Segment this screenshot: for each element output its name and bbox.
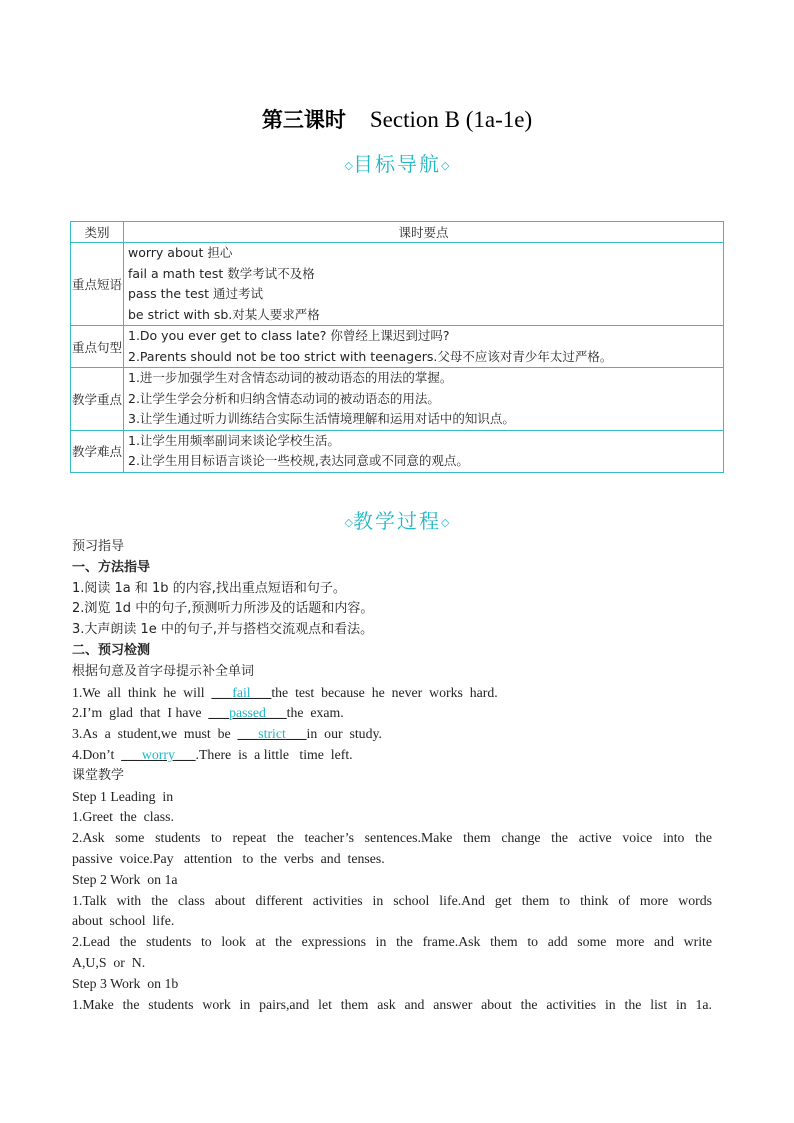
- step-line: about school life.: [72, 913, 175, 929]
- fill-text: the test because he never works hard.: [271, 684, 498, 700]
- check-heading: 二、预习检测: [72, 642, 151, 658]
- step-line: A,U,S or N.: [72, 954, 146, 970]
- step-line: passive voice.Pay attention to the verbs and tenses.: [72, 850, 385, 866]
- row-content: [124, 368, 724, 431]
- fill-text: 3.As a student,we must be: [72, 726, 238, 742]
- blank-pad: ___: [208, 705, 230, 721]
- check-instruction: 根据句意及首字母提示补全单词: [72, 663, 255, 679]
- row-line: fail a math test 数学考试不及格: [128, 265, 315, 281]
- step-line: Step 1 Leading in: [72, 788, 174, 804]
- method-item: 1.阅读 1a 和 1b 的内容,找出重点短语和句子。: [72, 580, 346, 596]
- fill-answer: strict: [258, 726, 286, 742]
- fill-text: 2.I’m glad that I have: [72, 705, 209, 721]
- row-category: 重点短语: [71, 243, 124, 326]
- fill-answer: worry: [141, 746, 175, 762]
- lesson-number: 第三课时: [261, 108, 346, 132]
- section-heading-goals: [0, 148, 794, 177]
- fill-answer: fail: [232, 684, 251, 700]
- row-line: 2.让学生学会分析和归纳含情态动词的被动语态的用法。: [128, 390, 440, 406]
- step-line: Step 3 Work on 1b: [72, 975, 179, 991]
- fill-text: .There is a little time left.: [195, 746, 353, 762]
- fill-text: in our study.: [306, 726, 382, 742]
- table-row: [71, 368, 724, 431]
- preview-heading: 预习指导: [72, 539, 125, 554]
- section-heading-process-text: 教学过程: [353, 509, 441, 533]
- row-line: 1.进一步加强学生对含情态动词的被动语态的用法的掌握。: [128, 370, 453, 385]
- step-line: 1.Greet the class.: [72, 809, 174, 825]
- classroom-heading: 课堂教学: [72, 767, 125, 783]
- diamond-icon: ◇: [344, 516, 353, 529]
- section-label: Section B (1a-1e): [369, 107, 533, 132]
- fill-answer: passed: [229, 705, 266, 721]
- diamond-icon: ◇: [344, 159, 353, 172]
- row-content: [124, 243, 724, 326]
- blank-pad: ___: [285, 726, 307, 742]
- blank-pad: ___: [121, 746, 142, 762]
- method-item: 2.浏览 1d 中的句子,预测听力所涉及的话题和内容。: [72, 601, 374, 617]
- method-heading: 一、方法指导: [72, 559, 151, 575]
- step-line: 2.Ask some students to repeat the teacher’s sentences.Make them change the active voice into the: [72, 830, 712, 846]
- table-row: [71, 430, 724, 472]
- blank-pad: ___: [250, 684, 272, 700]
- table-row: [71, 326, 724, 368]
- lesson-points-table: [70, 221, 724, 473]
- row-content: [124, 430, 724, 472]
- blank-pad: ___: [265, 705, 287, 721]
- row-line: 1.Do you ever get to class late? 你曾经上课迟到过吗?: [128, 328, 450, 343]
- row-line: worry about 担心: [128, 245, 233, 260]
- section-heading-process: [0, 505, 794, 534]
- row-line: 3.让学生通过听力训练结合实际生活情境理解和运用对话中的知识点。: [128, 411, 515, 426]
- row-line: 2.让学生用目标语言谈论一些校规,表达同意或不同意的观点。: [128, 453, 469, 468]
- step-line: 1.Talk with the class about different activities in school life.And get them to think of more words: [72, 892, 712, 908]
- page-title: [0, 104, 794, 134]
- step-line: 2.Lead the students to look at the expressions in the frame.Ask them to add some more and write: [72, 934, 712, 950]
- diamond-icon: ◇: [441, 159, 450, 172]
- step-line: 1.Make the students work in pairs,and let them ask and answer about the activities in the list in 1a.: [72, 996, 712, 1012]
- fill-text: the exam.: [286, 705, 344, 721]
- fill-blank-item: [72, 683, 712, 704]
- blank-pad: ___: [211, 684, 233, 700]
- fill-text: 1.We all think he will: [72, 684, 212, 700]
- fill-blank-item: [72, 703, 712, 724]
- section-heading-goals-text: 目标导航: [353, 152, 441, 176]
- row-line: pass the test 通过考试: [128, 286, 264, 301]
- method-item: 3.大声朗读 1e 中的句子,并与搭档交流观点和看法。: [72, 622, 374, 638]
- table-header-row: [71, 222, 724, 243]
- row-category: 教学重点: [71, 368, 124, 431]
- blank-pad: ___: [174, 746, 196, 762]
- teaching-process: [72, 537, 712, 1015]
- row-category: 教学难点: [71, 430, 124, 472]
- row-line: 1.让学生用频率副词来谈论学校生活。: [128, 432, 340, 448]
- fill-blank-item: [72, 745, 712, 766]
- step-line: Step 2 Work on 1a: [72, 871, 178, 887]
- fill-blank-item: [72, 724, 712, 745]
- row-line: 2.Parents should not be too strict with teenagers.父母不应该对青少年太过严格。: [128, 348, 613, 364]
- blank-pad: ___: [237, 726, 259, 742]
- row-line: be strict with sb.对某人要求严格: [128, 306, 320, 322]
- header-points: 课时要点: [124, 222, 724, 243]
- diamond-icon: ◇: [441, 516, 450, 529]
- header-category: 类别: [71, 222, 124, 243]
- row-content: [124, 326, 724, 368]
- table-row: [71, 243, 724, 326]
- fill-text: 4.Don’t: [72, 746, 122, 762]
- row-category: 重点句型: [71, 326, 124, 368]
